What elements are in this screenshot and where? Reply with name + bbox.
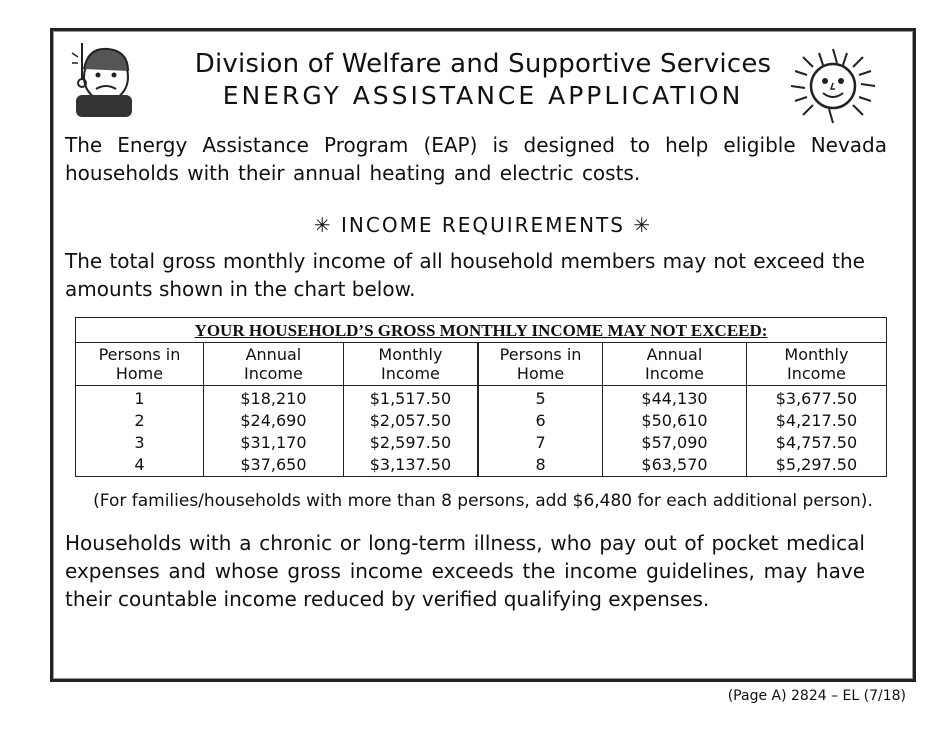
persons-cell: 5	[478, 386, 603, 411]
col-header-annual: Annual Income	[203, 343, 343, 386]
table-row	[76, 410, 887, 432]
annual-cell: $18,210	[203, 386, 343, 411]
monthly-cell: $5,297.50	[746, 454, 886, 477]
persons-cell: 2	[76, 410, 204, 432]
col-header-persons: Persons in Home	[478, 343, 603, 386]
col-header-monthly: Monthly Income	[343, 343, 478, 386]
persons-cell: 3	[76, 432, 204, 454]
form-number: (Page A) 2824 – EL (7/18)	[727, 688, 906, 704]
income-heading-text: INCOME REQUIREMENTS	[341, 213, 625, 237]
annual-cell: $50,610	[603, 410, 747, 432]
table-row	[76, 454, 887, 477]
annual-cell: $31,170	[203, 432, 343, 454]
monthly-cell: $4,757.50	[746, 432, 886, 454]
sun-illustration	[785, 45, 881, 127]
monthly-cell: $1,517.50	[343, 386, 478, 411]
annual-cell: $63,570	[603, 454, 747, 477]
col-header-annual: Annual Income	[603, 343, 747, 386]
col-header-persons: Persons in Home	[76, 343, 204, 386]
medical-expense-text: Households with a chronic or long-term illness, who pay out of pocket medical expenses and whose gross income exceeds the income guidelines, may have their countable income reduced by verified qualifying expenses.	[65, 531, 865, 611]
income-requirements-heading	[53, 213, 913, 237]
monthly-cell: $3,677.50	[746, 386, 886, 411]
annual-cell: $57,090	[603, 432, 747, 454]
persons-cell: 6	[478, 410, 603, 432]
persons-cell: 7	[478, 432, 603, 454]
additional-person-note: (For families/households with more than 8 persons, add $6,480 for each additional person).	[93, 491, 873, 511]
annual-cell: $24,690	[203, 410, 343, 432]
page-frame	[50, 28, 916, 682]
monthly-cell: $2,597.50	[343, 432, 478, 454]
table-row	[76, 386, 887, 411]
persons-cell: 4	[76, 454, 204, 477]
table-row	[76, 432, 887, 454]
persons-cell: 8	[478, 454, 603, 477]
table-caption: YOUR HOUSEHOLD’S GROSS MONTHLY INCOME MAY NOT EXCEED:	[76, 318, 887, 343]
annual-cell: $37,650	[203, 454, 343, 477]
annual-cell: $44,130	[603, 386, 747, 411]
monthly-cell: $3,137.50	[343, 454, 478, 477]
monthly-cell: $2,057.50	[343, 410, 478, 432]
col-header-monthly: Monthly Income	[746, 343, 886, 386]
agency-title: Division of Welfare and Supportive Services	[194, 49, 772, 79]
application-title: ENERGY ASSISTANCE APPLICATION	[222, 81, 744, 110]
persons-cell: 1	[76, 386, 204, 411]
asterisk-icon: ✳	[313, 213, 333, 237]
program-intro: The Energy Assistance Program (EAP) is designed to help eligible Nevada households with their annual heating and electric costs.	[65, 133, 887, 185]
income-table	[75, 317, 887, 477]
asterisk-icon: ✳	[633, 213, 653, 237]
income-limit-text: The total gross monthly income of all household members may not exceed the amounts shown in the chart below.	[65, 249, 865, 301]
monthly-cell: $4,217.50	[746, 410, 886, 432]
